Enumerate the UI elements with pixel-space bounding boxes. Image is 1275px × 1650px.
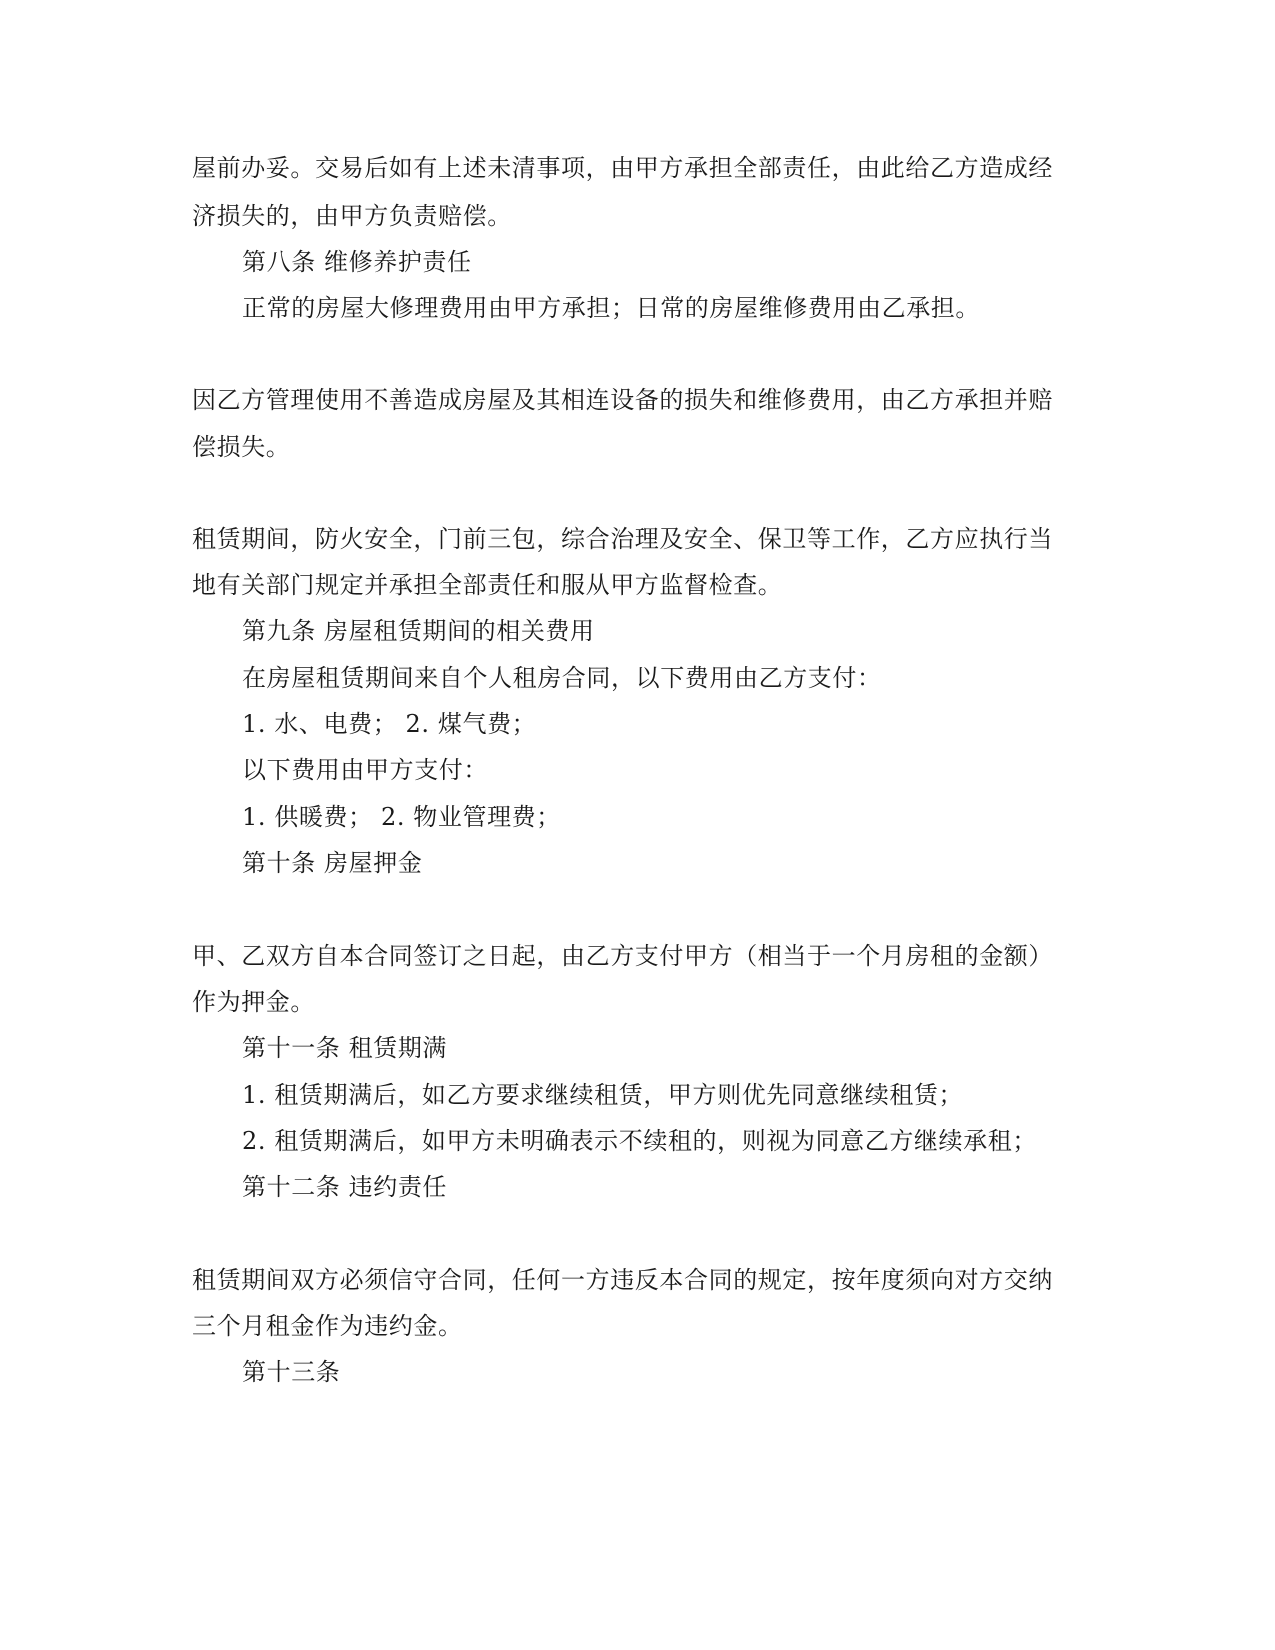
- paragraph-line: 因乙方管理使用不善造成房屋及其相连设备的损失和维修费用，由乙方承担并赔: [192, 386, 1053, 414]
- paragraph-line: 以下费用由甲方支付：: [242, 756, 488, 784]
- list-item: 1. 供暖费； 2. 物业管理费；: [242, 803, 561, 831]
- list-item: 1. 水、电费； 2. 煤气费；: [242, 710, 537, 738]
- paragraph-line: 济损失的，由甲方负责赔偿。: [192, 202, 512, 230]
- paragraph-line: 正常的房屋大修理费用由甲方承担；日常的房屋维修费用由乙承担。: [242, 294, 980, 322]
- paragraph-line: 甲、乙双方自本合同签订之日起，由乙方支付甲方（相当于一个月房租的金额）: [192, 942, 1053, 970]
- paragraph-line: 租赁期间双方必须信守合同，任何一方违反本合同的规定，按年度须向对方交纳: [192, 1266, 1053, 1294]
- article-12-heading: 第十二条 违约责任: [242, 1173, 448, 1201]
- article-11-heading: 第十一条 租赁期满: [242, 1034, 448, 1062]
- paragraph-line: 租赁期间，防火安全，门前三包，综合治理及安全、保卫等工作，乙方应执行当: [192, 525, 1053, 553]
- paragraph-line: 偿损失。: [192, 433, 291, 461]
- paragraph-line: 在房屋租赁期间来自个人租房合同，以下费用由乙方支付：: [242, 664, 882, 692]
- paragraph-line: 三个月租金作为违约金。: [192, 1312, 463, 1340]
- article-13-heading: 第十三条: [242, 1358, 341, 1386]
- article-8-heading: 第八条 维修养护责任: [242, 248, 472, 276]
- list-item: 1. 租赁期满后，如乙方要求继续租赁，甲方则优先同意继续租赁；: [242, 1081, 964, 1109]
- paragraph-line: 作为押金。: [192, 988, 315, 1016]
- paragraph-line: 屋前办妥。交易后如有上述未清事项，由甲方承担全部责任，由此给乙方造成经: [192, 154, 1053, 182]
- article-10-heading: 第十条 房屋押金: [242, 849, 423, 877]
- article-9-heading: 第九条 房屋租赁期间的相关费用: [242, 617, 595, 645]
- paragraph-line: 地有关部门规定并承担全部责任和服从甲方监督检查。: [192, 571, 783, 599]
- list-item: 2. 租赁期满后，如甲方未明确表示不续租的，则视为同意乙方继续承租；: [242, 1127, 1037, 1155]
